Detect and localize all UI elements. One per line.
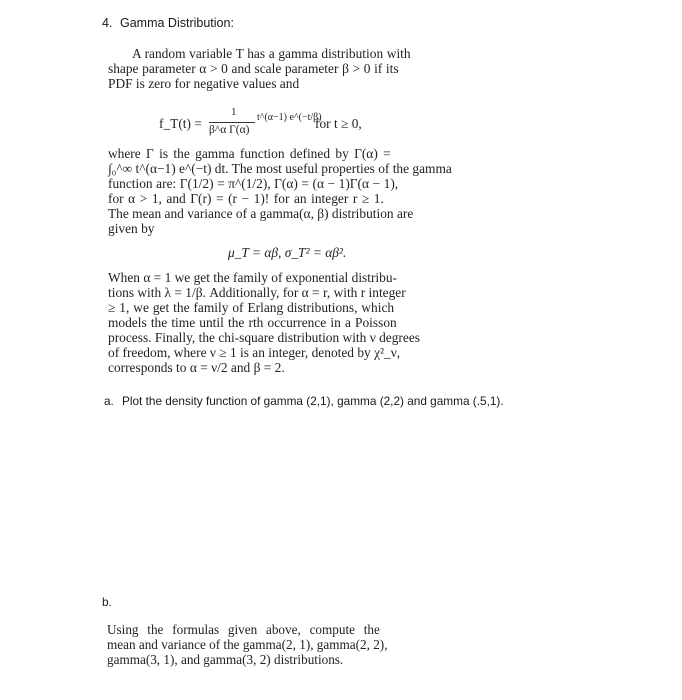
pdf-formula [159, 106, 419, 144]
fraction-bar [209, 122, 255, 123]
gamma-line: The mean and variance of a gamma(α, β) distribution are [108, 206, 414, 221]
special-line: ≥ 1, we get the family of Erlang distributions, which [108, 300, 395, 315]
part-a [104, 394, 504, 408]
special-line: When α = 1 we get the family of exponential distribu- [108, 270, 397, 285]
part-b-line: gamma(3, 1), and gamma(3, 2) distributions. [107, 652, 344, 667]
part-a-text: Plot the density function of gamma (2,1), gamma (2,2) and gamma (.5,1). [122, 394, 504, 408]
part-b-paragraph [107, 622, 388, 667]
special-line: corresponds to α = ν/2 and β = 2. [108, 360, 285, 375]
question-heading [102, 16, 234, 30]
question-title: Gamma Distribution: [120, 16, 234, 30]
question-number: 4. [102, 16, 113, 30]
special-line: process. Finally, the chi-square distribution with ν degrees [108, 330, 420, 345]
pdf-condition: for t ≥ 0, [315, 116, 362, 131]
special-cases-paragraph [108, 270, 420, 375]
intro-paragraph [108, 46, 411, 91]
special-line: of freedom, where ν ≥ 1 is an integer, denoted by χ²_ν, [108, 345, 401, 360]
gamma-line: given by [108, 221, 155, 236]
pdf-denominator: β^α Γ(α) [209, 124, 250, 136]
moments-formula: μ_T = αβ, σ_T² = αβ². [228, 245, 347, 260]
part-b-line: mean and variance of the gamma(2, 1), gamma(2, 2), [107, 637, 388, 652]
gamma-line: ∫₀^∞ t^(α−1) e^(−t) dt. The most useful properties of the gamma [108, 161, 452, 176]
pdf-rhs: t^(α−1) e^(−t/β) [257, 112, 322, 123]
intro-line: shape parameter α > 0 and scale parameter β > 0 if its [108, 61, 399, 76]
part-b-label: b. [102, 595, 112, 609]
pdf-numerator: 1 [231, 106, 237, 118]
part-b-line: Using the formulas given above, compute the [107, 622, 380, 637]
gamma-line: function are: Γ(1/2) = π^(1/2), Γ(α) = (α − 1)Γ(α − 1), [108, 176, 399, 191]
gamma-line: for α > 1, and Γ(r) = (r − 1)! for an integer r ≥ 1. [108, 191, 384, 206]
pdf-lhs: f_T(t) = [159, 116, 202, 131]
intro-line: PDF is zero for negative values and [108, 76, 300, 91]
special-line: models the time until the rth occurrence in a Poisson [108, 315, 397, 330]
gamma-line: where Γ is the gamma function defined by Γ(α) = [108, 146, 391, 161]
gamma-function-paragraph [108, 146, 452, 236]
special-line: tions with λ = 1/β. Additionally, for α = r, with r integer [108, 285, 406, 300]
intro-line: A random variable T has a gamma distribution with [132, 46, 411, 61]
part-a-label: a. [104, 394, 114, 408]
